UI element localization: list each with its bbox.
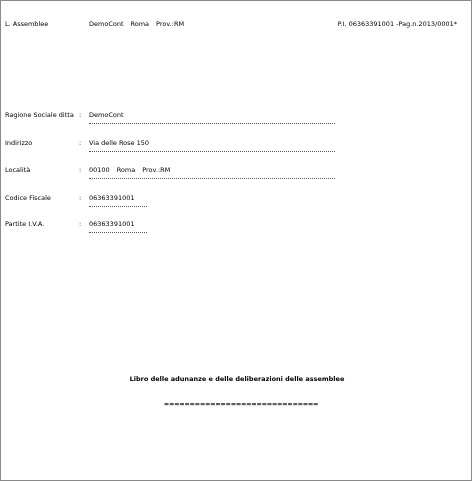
field-value: 06363391001 xyxy=(89,220,135,228)
field-colon: : xyxy=(79,220,82,228)
field-label: Località xyxy=(5,166,31,174)
field-ragione-sociale xyxy=(5,111,465,131)
field-colon: : xyxy=(79,194,82,202)
dotted-line xyxy=(89,232,147,233)
dotted-line xyxy=(89,123,335,124)
field-colon: : xyxy=(79,139,82,147)
header-company-city: Roma xyxy=(130,20,150,28)
header-company-province: Prov.:RM xyxy=(156,20,185,28)
field-codice-fiscale xyxy=(5,194,465,214)
dotted-line xyxy=(89,151,335,152)
dotted-line xyxy=(89,206,147,207)
field-localita xyxy=(5,166,465,186)
field-label: Partite I.V.A. xyxy=(5,220,45,228)
city: Roma xyxy=(116,166,136,174)
book-title: Libro delle adunanze e delle deliberazioni delle assemblee xyxy=(129,375,345,383)
field-colon: : xyxy=(79,166,82,174)
field-value: 06363391001 xyxy=(89,194,135,202)
header-company xyxy=(89,20,184,28)
field-partita-iva xyxy=(5,220,465,240)
field-label: Ragione Sociale ditta xyxy=(5,111,74,119)
field-value-localita xyxy=(89,166,170,174)
register-name: L. Assemblee xyxy=(5,20,49,28)
field-label: Indirizzo xyxy=(5,139,33,147)
field-label: Codice Fiscale xyxy=(5,194,51,202)
dotted-line xyxy=(89,178,335,179)
book-title-underline: ============================== xyxy=(163,400,319,408)
postal-code: 00100 xyxy=(89,166,110,174)
header-company-name: DemoCont xyxy=(89,20,124,28)
field-colon: : xyxy=(79,111,82,119)
field-value: Via delle Rose 150 xyxy=(89,139,150,147)
province: Prov.:RM xyxy=(142,166,171,174)
field-value: DemoCont xyxy=(89,111,124,119)
field-indirizzo xyxy=(5,139,465,159)
vat-and-page-number: P.I. 06363391001 -Pag.n.2013/0001* xyxy=(337,20,457,28)
